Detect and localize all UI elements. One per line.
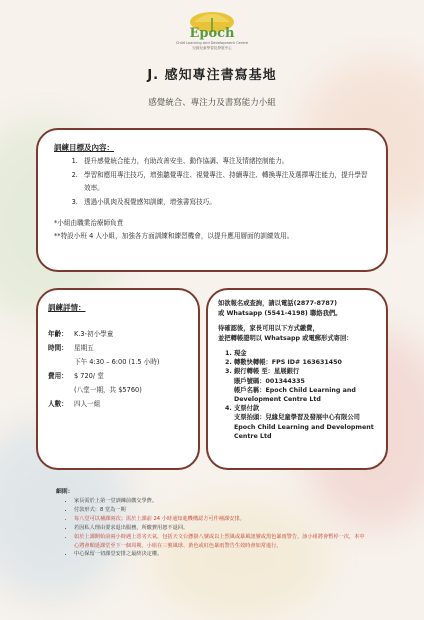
payment-method-cheque: 4. 支票付款 支票抬頭：兒緣兒童學習及發展中心有限公司 Epoch Child Learning and Development Centre Ltd: [234, 404, 376, 441]
goal-item: 3. 透過小肌肉及視覺感知訓練，增強書寫技巧。: [80, 196, 370, 210]
epoch-logo: [172, 10, 252, 54]
payment-method-bank: 3. 銀行轉帳 至：星展銀行 賬戶號碼：001344335 帳戶名稱：Epoch Child Learning and Development Centre Ltd: [234, 367, 376, 404]
terms-notes: [56, 486, 366, 559]
detail-age: 年齡： K.3-初小學童: [48, 330, 114, 338]
notes-list: [56, 497, 366, 559]
goal-item: 2. 學習和應用專注技巧，增強聽覺專注、視覺專注、持續專注、轉換專注及選擇專注能力，提升學習效率。: [80, 169, 370, 196]
detail-fee-note: (八堂一期，共 $5760): [74, 386, 142, 394]
payment-method-cash: 1. 現金: [234, 349, 376, 358]
page-title: J. 感知專注書寫基地: [147, 68, 277, 83]
note-item: • 如於上課開始前兩小時遇上惡劣天氣，包括天文台懸掛八號或以上烈風或暴風訊號或黑色暴雨警告，該小組將會暫停一次，本中心將會順延課堂至下一個周期。小組在三號風球、黃色或紅色暴雨警告生效時會如常進行。: [74, 533, 366, 551]
enquiry-line-proof: 並把轉帳證明以 Whatsapp 或電郵形式寄回：: [218, 334, 353, 342]
note-item: • 家長需於上第一堂訓練前繳交學費。: [74, 497, 366, 506]
detail-time-slot: 下午 4:30 – 6:00 (1.5 小時): [74, 358, 160, 366]
goals-list: [54, 155, 370, 209]
detail-fee: 費用： $ 720/ 堂: [48, 372, 104, 380]
goals-note-therapist: *小組由職業治療師負責: [54, 219, 124, 227]
note-item: • 付款形式：8 堂為一期: [74, 506, 366, 515]
page-subtitle: 感覺統合、專注力及書寫能力小組: [148, 98, 276, 108]
detail-time: 時間： 星期五: [48, 344, 94, 352]
svg-text:兒緣兒童學習及發展中心: 兒緣兒童學習及發展中心: [192, 46, 232, 50]
goals-heading: 訓練目標及內容：: [54, 143, 114, 152]
note-item: • 中心保留一切課堂安排之最終決定權。: [74, 550, 366, 559]
enquiry-line-whatsapp: 或 Whatsapp (5541-4198) 聯絡我們。: [218, 309, 342, 317]
detail-group-size: 人數： 四人一組: [48, 400, 101, 408]
enquiry-payment-box: [206, 288, 388, 470]
training-details-box: [36, 288, 200, 470]
goals-note-small-class: **特設小班 4 人小組，加強各方面訓練和練習機會，以提升應用層面的訓練效用。: [54, 232, 294, 240]
notes-heading: 細則：: [56, 489, 74, 495]
payment-method-fps: 2. 轉數快轉帳：FPS ID# 163631450: [234, 358, 376, 367]
svg-text:Child Learning and Development: Child Learning and Development Centre: [175, 41, 249, 45]
enquiry-line-phone: 如欲報名或查詢，請以電話(2877-8787): [218, 300, 337, 307]
note-item: • 若因私人理由要求退出服務，所繳費用恕不退回。: [74, 524, 366, 533]
goal-item: 1. 提升感覺統合能力，有助改善安坐、動作協調、專注及情緒控制能力。: [80, 155, 370, 169]
payment-methods-list: [218, 349, 376, 441]
training-goals-box: [36, 128, 388, 272]
note-item: • 每八堂可以補課兩次；需於上課前 24 小時通知進機構認方可作補課安排。: [74, 515, 366, 524]
enquiry-line-confirm: 待確認後，家長可用以下方式繳費，: [218, 325, 319, 332]
details-heading: 訓練詳情：: [48, 303, 86, 312]
svg-text:Epoch: Epoch: [189, 26, 235, 41]
